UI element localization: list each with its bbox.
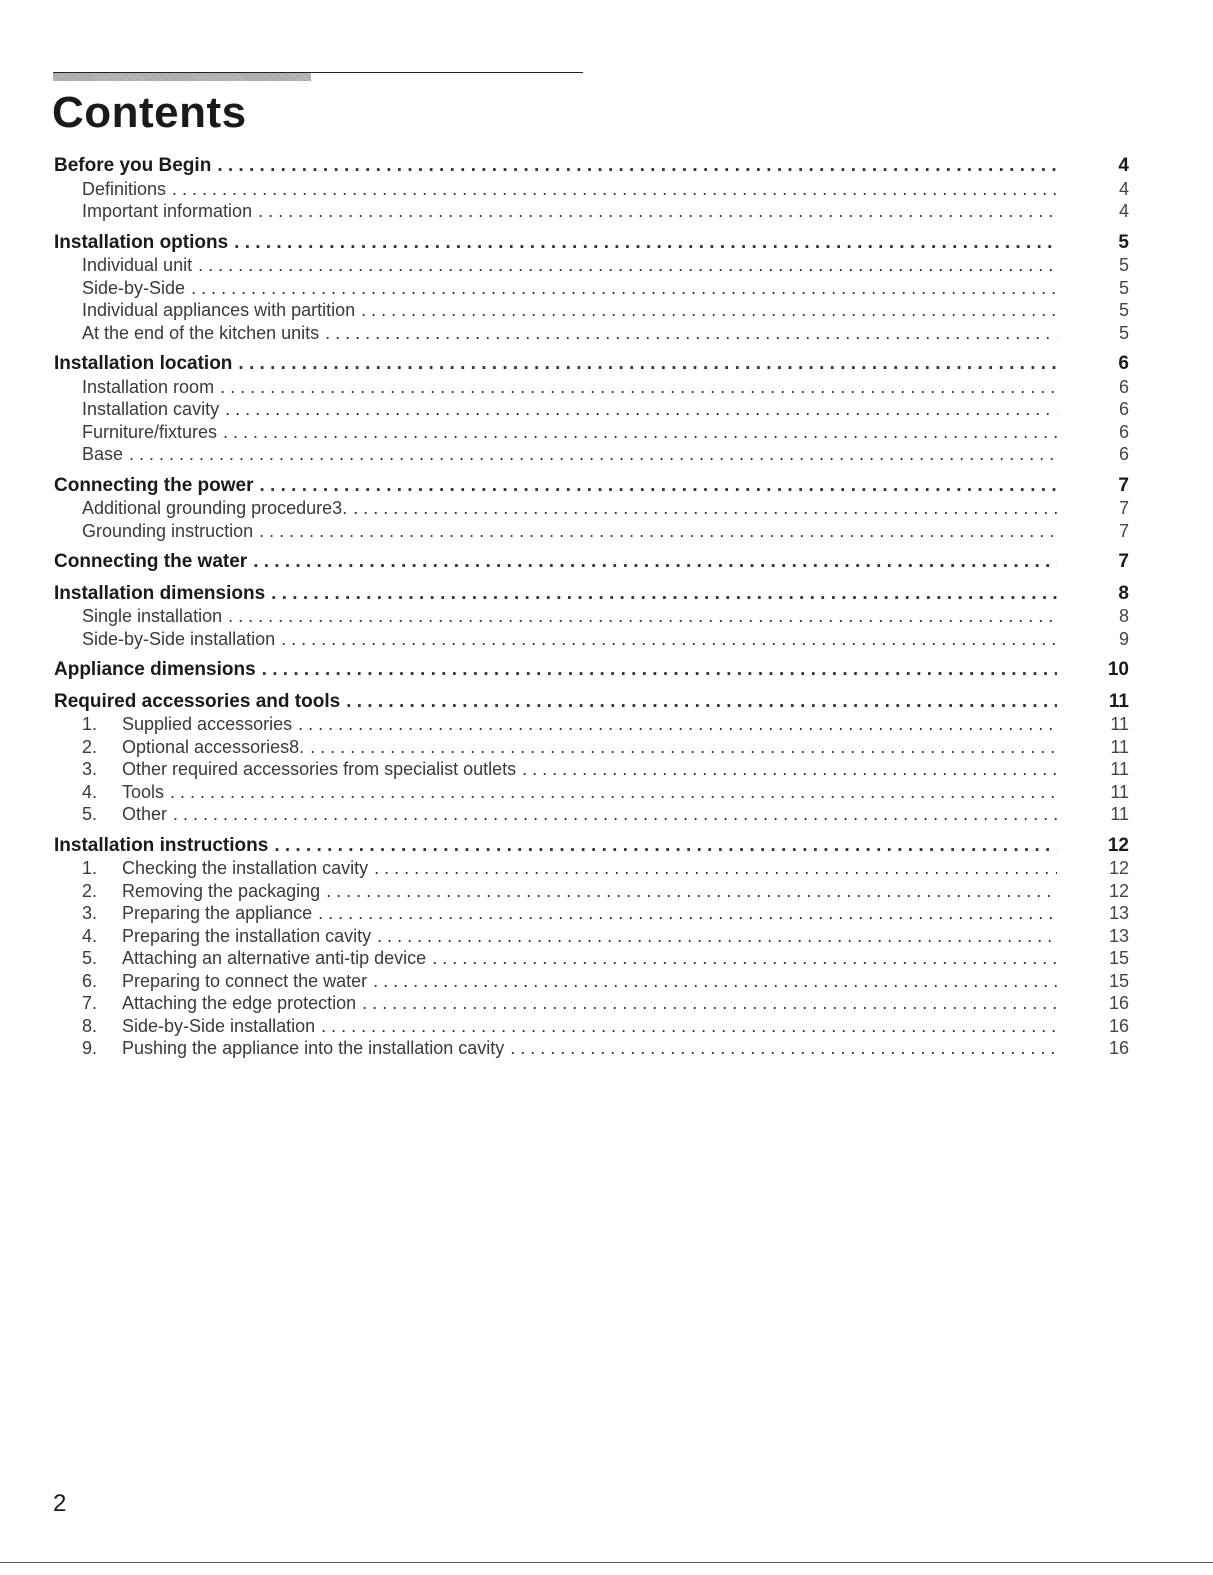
- toc-subentry-text: Attaching the edge protection: [122, 993, 357, 1013]
- toc-section: [54, 691, 1129, 826]
- toc-subentry-label: [82, 299, 355, 322]
- toc-subentry[interactable]: [54, 628, 1129, 651]
- toc-section: [54, 583, 1129, 651]
- toc-subentry-page: 6: [1118, 421, 1129, 442]
- toc-section: [54, 353, 1129, 466]
- toc-subentry-label: [82, 1015, 315, 1038]
- toc-subentry-text: Preparing to connect the water: [122, 970, 368, 991]
- table-of-contents: [54, 155, 1129, 1069]
- toc-subentry-number: 7.: [82, 993, 98, 1013]
- toc-subentry-text: Other: [122, 804, 168, 824]
- toc-subentry-text: Individual appliances with partition: [82, 300, 356, 320]
- toc-section: [54, 659, 1129, 682]
- dot-leader: [522, 758, 1057, 781]
- toc-subentry-label: [82, 443, 123, 466]
- toc-subentry-page: 7: [1118, 520, 1129, 541]
- dot-leader: [260, 475, 1058, 498]
- toc-subentry-label: [82, 713, 292, 736]
- toc-subentry-text: At the end of the kitchen units: [82, 322, 320, 343]
- toc-subentry[interactable]: [54, 277, 1129, 300]
- toc-subentry-page: 6: [1118, 376, 1129, 397]
- page-number: 2: [53, 1490, 67, 1517]
- toc-subentry[interactable]: [54, 880, 1129, 903]
- toc-subentry-label: [82, 421, 217, 444]
- toc-subentry-text: Installation room: [82, 376, 215, 397]
- toc-subentry-text: Removing the packaging: [122, 880, 321, 901]
- toc-subentry-text: Installation cavity: [82, 399, 220, 419]
- toc-subentry[interactable]: [54, 200, 1129, 223]
- toc-subentry-label: [82, 398, 219, 421]
- toc-subentry-label: [82, 277, 185, 300]
- toc-heading-page: 5: [1118, 231, 1129, 253]
- page-title: Contents: [52, 88, 247, 137]
- toc-heading-page: 7: [1118, 474, 1129, 496]
- toc-subentry-number: 8.: [82, 1015, 98, 1036]
- toc-heading-label: Installation options: [54, 231, 229, 253]
- dot-leader: [223, 421, 1057, 444]
- dot-leader: [228, 605, 1057, 628]
- toc-heading-page: 10: [1107, 659, 1129, 680]
- toc-subentry-text: Individual unit: [82, 255, 193, 275]
- toc-subentry[interactable]: [54, 947, 1129, 970]
- toc-subentry-number: 6.: [82, 970, 98, 991]
- toc-heading-page: 12: [1107, 834, 1129, 856]
- toc-heading-label: Installation dimensions: [54, 582, 266, 604]
- toc-subentry[interactable]: [54, 758, 1129, 781]
- toc-subentry-page: 16: [1108, 1038, 1129, 1058]
- dot-leader: [173, 803, 1057, 826]
- toc-subentry-page: 9: [1118, 628, 1129, 649]
- toc-heading-page: 7: [1118, 551, 1129, 572]
- toc-heading-page: 8: [1118, 582, 1129, 604]
- toc-subentry-label: [82, 880, 320, 903]
- dot-leader: [234, 232, 1057, 255]
- toc-subentry-page: 5: [1118, 277, 1129, 298]
- dot-leader: [259, 520, 1057, 543]
- toc-heading-entry[interactable]: [54, 691, 1129, 714]
- toc-subentry-page: 15: [1108, 948, 1129, 968]
- dot-leader: [321, 1015, 1057, 1038]
- dot-leader: [373, 970, 1057, 993]
- toc-subentry-label: [82, 902, 312, 925]
- dot-leader: [298, 713, 1057, 736]
- toc-subentry[interactable]: [54, 713, 1129, 736]
- toc-subentry[interactable]: [54, 520, 1129, 543]
- dot-leader: [353, 497, 1057, 520]
- toc-subentry-text: Preparing the appliance: [122, 903, 313, 923]
- toc-subentry-number: 3.: [82, 759, 98, 779]
- toc-subentry-page: 4: [1118, 178, 1129, 199]
- toc-subentry-page: 8: [1118, 606, 1129, 626]
- toc-subentry-label: [82, 605, 222, 628]
- toc-heading-label: Installation instructions: [54, 834, 269, 856]
- header-rule: [53, 72, 583, 73]
- dot-leader: [217, 155, 1057, 178]
- toc-subentry[interactable]: [54, 254, 1129, 277]
- dot-leader: [432, 947, 1057, 970]
- dot-leader: [170, 781, 1057, 804]
- toc-subentry[interactable]: [54, 857, 1129, 880]
- dot-leader: [220, 376, 1057, 399]
- toc-subentry[interactable]: [54, 376, 1129, 399]
- toc-heading-label: Installation location: [54, 353, 233, 374]
- toc-subentry[interactable]: [54, 398, 1129, 421]
- toc-subentry-page: 12: [1108, 880, 1129, 901]
- dot-leader: [510, 1037, 1057, 1060]
- toc-subentry-page: 11: [1110, 736, 1129, 757]
- toc-subentry-label: [82, 947, 426, 970]
- toc-subentry-text: Side-by-Side: [82, 277, 186, 298]
- dot-leader: [258, 200, 1057, 223]
- toc-subentry-text: Definitions: [82, 178, 167, 199]
- toc-subentry-text: Optional accessories8.: [122, 736, 305, 757]
- toc-section: [54, 155, 1129, 223]
- toc-subentry-label: [82, 322, 319, 345]
- toc-heading-page: 11: [1108, 690, 1129, 712]
- toc-subentry-text: Additional grounding procedure3.: [82, 498, 348, 518]
- toc-subentry-page: 11: [1110, 759, 1129, 779]
- toc-subentry-page: 11: [1110, 804, 1129, 824]
- toc-subentry-text: Side-by-Side installation: [122, 1015, 316, 1036]
- dot-leader: [310, 736, 1057, 759]
- toc-heading-label: Required accessories and tools: [54, 690, 341, 712]
- toc-subentry-number: 9.: [82, 1038, 98, 1058]
- toc-subentry-text: Side-by-Side installation: [82, 628, 276, 649]
- dot-leader: [362, 992, 1057, 1015]
- toc-subentry-text: Important information: [82, 201, 253, 221]
- toc-subentry-number: 1.: [82, 858, 98, 878]
- toc-heading-page: 6: [1118, 353, 1129, 374]
- toc-subentry-text: Single installation: [82, 606, 223, 626]
- toc-subentry-label: [82, 857, 368, 880]
- toc-subentry-label: [82, 970, 367, 993]
- toc-heading-entry[interactable]: [54, 155, 1129, 178]
- toc-subentry-page: 11: [1110, 781, 1129, 802]
- toc-subentry[interactable]: [54, 781, 1129, 804]
- toc-subentry-label: [82, 178, 166, 201]
- toc-subentry[interactable]: [54, 322, 1129, 345]
- toc-heading-label: Before you Begin: [54, 155, 212, 176]
- toc-subentry-page: 13: [1108, 925, 1129, 946]
- toc-section: [54, 475, 1129, 543]
- bottom-rule: [0, 1562, 1213, 1563]
- toc-section: [54, 551, 1129, 574]
- toc-subentry[interactable]: [54, 421, 1129, 444]
- toc-subentry[interactable]: [54, 605, 1129, 628]
- toc-subentry-label: [82, 497, 347, 520]
- dot-leader: [346, 691, 1057, 714]
- dot-leader: [129, 443, 1057, 466]
- toc-subentry[interactable]: [54, 736, 1129, 759]
- toc-subentry-text: Tools: [122, 781, 165, 802]
- toc-heading-entry[interactable]: [54, 551, 1129, 574]
- toc-subentry-page: 6: [1118, 444, 1129, 464]
- toc-subentry-number: 4.: [82, 925, 98, 946]
- toc-subentry-page: 4: [1118, 201, 1129, 221]
- toc-subentry-text: Grounding instruction: [82, 520, 254, 541]
- toc-subentry-number: 2.: [82, 880, 98, 901]
- toc-subentry-label: [82, 992, 356, 1015]
- toc-subentry[interactable]: [54, 1015, 1129, 1038]
- toc-subentry-number: 1.: [82, 714, 98, 734]
- toc-subentry-page: 16: [1108, 1015, 1129, 1036]
- toc-subentry-page: 5: [1118, 300, 1129, 320]
- toc-subentry[interactable]: [54, 970, 1129, 993]
- toc-heading-label: Appliance dimensions: [54, 659, 256, 680]
- toc-subentry-label: [82, 200, 252, 223]
- toc-heading-entry[interactable]: [54, 659, 1129, 682]
- toc-subentry[interactable]: [54, 497, 1129, 520]
- dot-leader: [377, 925, 1057, 948]
- header-shaded-bar: [53, 72, 311, 81]
- dot-leader: [172, 178, 1057, 201]
- toc-subentry-label: [82, 376, 214, 399]
- dot-leader: [361, 299, 1057, 322]
- toc-heading-label: Connecting the water: [54, 551, 248, 572]
- toc-heading-page: 4: [1118, 155, 1129, 176]
- toc-subentry-page: 12: [1108, 858, 1129, 878]
- toc-subentry-page: 7: [1118, 498, 1129, 518]
- toc-subentry-page: 15: [1108, 970, 1129, 991]
- toc-subentry[interactable]: [54, 925, 1129, 948]
- toc-heading-entry[interactable]: [54, 475, 1129, 498]
- toc-subentry[interactable]: [54, 902, 1129, 925]
- toc-subentry-text: Attaching an alternative anti-tip device: [122, 948, 427, 968]
- toc-subentry-text: Supplied accessories: [122, 714, 293, 734]
- toc-subentry-label: [82, 520, 253, 543]
- toc-heading-entry[interactable]: [54, 835, 1129, 858]
- toc-subentry-number: 5.: [82, 948, 98, 968]
- toc-subentry-page: 5: [1118, 255, 1129, 275]
- dot-leader: [271, 583, 1057, 606]
- dot-leader: [281, 628, 1057, 651]
- toc-heading-label: Connecting the power: [54, 474, 254, 496]
- toc-subentry[interactable]: [54, 299, 1129, 322]
- toc-subentry-label: [82, 1037, 504, 1060]
- toc-subentry-text: Preparing the installation cavity: [122, 925, 372, 946]
- toc-subentry-text: Furniture/fixtures: [82, 421, 218, 442]
- toc-subentry-page: 16: [1108, 993, 1129, 1013]
- toc-subentry-page: 11: [1110, 714, 1129, 734]
- toc-subentry[interactable]: [54, 178, 1129, 201]
- dot-leader: [326, 880, 1057, 903]
- toc-heading-entry[interactable]: [54, 583, 1129, 606]
- dot-leader: [374, 857, 1057, 880]
- toc-subentry-number: 4.: [82, 781, 98, 802]
- toc-subentry-label: [82, 925, 371, 948]
- toc-subentry-text: Base: [82, 444, 124, 464]
- toc-subentry-text: Pushing the appliance into the installation cavity: [122, 1038, 505, 1058]
- dot-leader: [253, 551, 1057, 574]
- toc-subentry-label: [82, 254, 192, 277]
- toc-subentry-number: 3.: [82, 903, 98, 923]
- toc-heading-entry[interactable]: [54, 353, 1129, 376]
- toc-subentry[interactable]: [54, 803, 1129, 826]
- dot-leader: [225, 398, 1057, 421]
- toc-subentry-text: Other required accessories from specialist outlets: [122, 759, 517, 779]
- toc-subentry[interactable]: [54, 443, 1129, 466]
- toc-subentry-page: 5: [1118, 322, 1129, 343]
- dot-leader: [262, 659, 1057, 682]
- toc-subentry-page: 6: [1118, 399, 1129, 419]
- toc-subentry-label: [82, 758, 516, 781]
- toc-subentry-text: Checking the installation cavity: [122, 858, 369, 878]
- toc-subentry[interactable]: [54, 992, 1129, 1015]
- toc-subentry-label: [82, 736, 304, 759]
- dot-leader: [198, 254, 1057, 277]
- dot-leader: [325, 322, 1057, 345]
- toc-section: [54, 835, 1129, 1060]
- toc-subentry-label: [82, 628, 275, 651]
- toc-subentry-label: [82, 781, 164, 804]
- dot-leader: [238, 353, 1057, 376]
- dot-leader: [191, 277, 1057, 300]
- toc-subentry-number: 5.: [82, 804, 98, 824]
- toc-section: [54, 232, 1129, 345]
- toc-heading-entry[interactable]: [54, 232, 1129, 255]
- toc-subentry[interactable]: [54, 1037, 1129, 1060]
- dot-leader: [274, 835, 1057, 858]
- dot-leader: [318, 902, 1057, 925]
- toc-subentry-page: 13: [1108, 903, 1129, 923]
- toc-subentry-label: [82, 803, 167, 826]
- toc-subentry-number: 2.: [82, 736, 98, 757]
